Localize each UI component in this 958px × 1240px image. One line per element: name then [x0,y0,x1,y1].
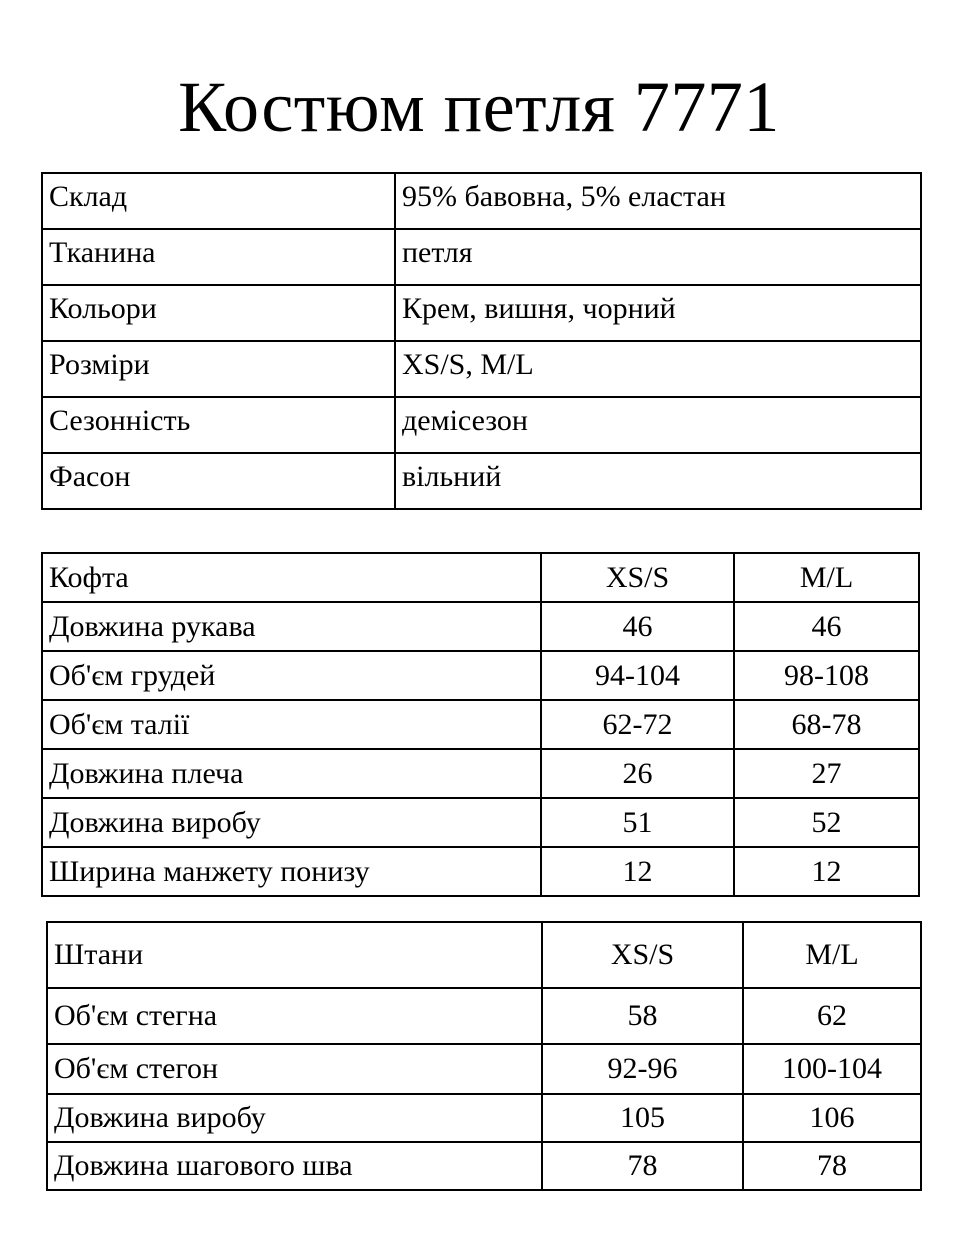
info-value: XS/S, M/L [395,341,921,397]
table-row [42,229,921,285]
measurement-label: Об'єм талії [42,700,541,749]
measurement-value-m-l: 62 [743,988,921,1044]
measurement-label: Ширина манжету понизу [42,847,541,896]
table-row [47,1094,921,1142]
info-label: Склад [42,173,395,229]
table-row [42,173,921,229]
info-value: демісезон [395,397,921,453]
info-label: Фасон [42,453,395,509]
measurement-value-xs-s: 62-72 [541,700,734,749]
measurement-value-m-l: 78 [743,1142,921,1190]
info-value: 95% бавовна, 5% еластан [395,173,921,229]
pants-size-table [46,921,922,1191]
info-label: Сезонність [42,397,395,453]
table-row [42,700,919,749]
table-row [42,798,919,847]
product-info-table [41,172,922,510]
table-row [47,1142,921,1190]
table-row [47,1044,921,1094]
measurement-label: Об'єм грудей [42,651,541,700]
measurement-label: Довжина плеча [42,749,541,798]
measurement-value-xs-s: 94-104 [541,651,734,700]
measurement-value-m-l: 12 [734,847,919,896]
measurement-value-m-l: 100-104 [743,1044,921,1094]
column-header-size-xs-s: XS/S [541,553,734,602]
info-label: Кольори [42,285,395,341]
top-size-table [41,552,920,897]
table-row [42,651,919,700]
measurement-label: Довжина виробу [47,1094,542,1142]
table-row [42,453,921,509]
measurement-value-xs-s: 26 [541,749,734,798]
page-title: Костюм петля 7771 [178,67,780,147]
measurement-value-xs-s: 92-96 [542,1044,743,1094]
column-header-item: Штани [47,922,542,988]
measurement-value-m-l: 27 [734,749,919,798]
measurement-value-m-l: 46 [734,602,919,651]
table-row [42,397,921,453]
table-row [42,285,921,341]
measurement-value-m-l: 52 [734,798,919,847]
column-header-size-m-l: M/L [743,922,921,988]
table-header-row [42,553,919,602]
measurement-value-m-l: 106 [743,1094,921,1142]
info-label: Тканина [42,229,395,285]
measurement-label: Довжина рукава [42,602,541,651]
measurement-value-xs-s: 105 [542,1094,743,1142]
info-value: Крем, вишня, чорний [395,285,921,341]
measurement-value-xs-s: 58 [542,988,743,1044]
measurement-label: Довжина шагового шва [47,1142,542,1190]
table-row [42,847,919,896]
table-row [42,341,921,397]
table-header-row [47,922,921,988]
column-header-item: Кофта [42,553,541,602]
column-header-size-m-l: M/L [734,553,919,602]
measurement-value-m-l: 68-78 [734,700,919,749]
measurement-value-xs-s: 46 [541,602,734,651]
info-label: Розміри [42,341,395,397]
measurement-value-xs-s: 78 [542,1142,743,1190]
measurement-label: Довжина виробу [42,798,541,847]
measurement-label: Об'єм стегон [47,1044,542,1094]
table-row [47,988,921,1044]
table-row [42,749,919,798]
info-value: петля [395,229,921,285]
measurement-value-xs-s: 12 [541,847,734,896]
info-value: вільний [395,453,921,509]
table-row [42,602,919,651]
column-header-size-xs-s: XS/S [542,922,743,988]
measurement-label: Об'єм стегна [47,988,542,1044]
measurement-value-xs-s: 51 [541,798,734,847]
measurement-value-m-l: 98-108 [734,651,919,700]
